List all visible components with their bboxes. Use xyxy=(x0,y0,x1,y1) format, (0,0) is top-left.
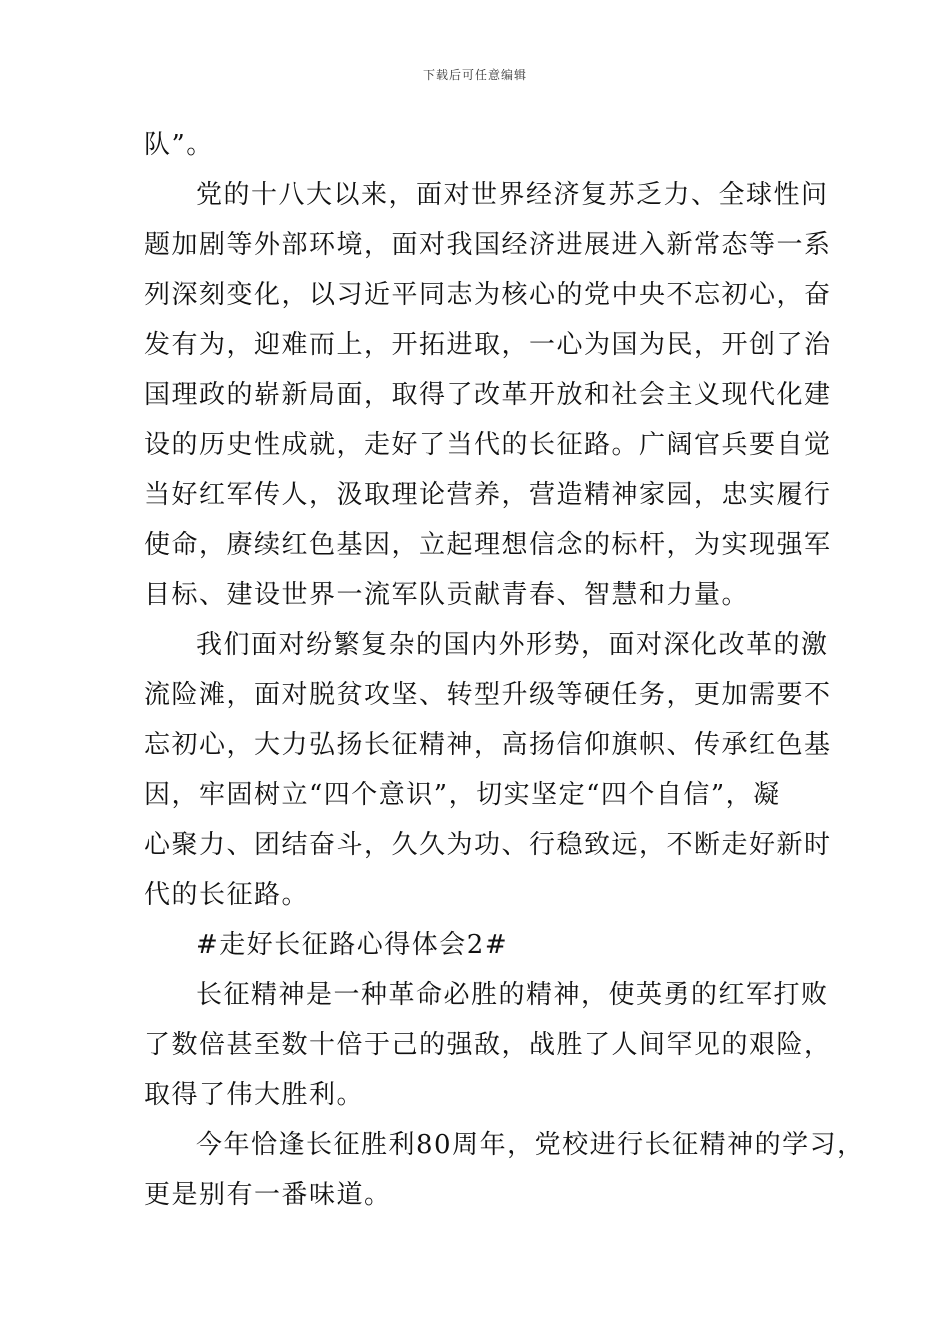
paragraph-start-line: 我们面对纷繁复杂的国内外形势，面对深化改革的激 xyxy=(196,630,829,660)
text-line: 因，牢固树立“四个意识”，切实坚定“四个自信”，凝 xyxy=(144,780,781,810)
paragraph-start-line: 今年恰逢长征胜利80周年，党校进行长征精神的学习， xyxy=(196,1130,865,1160)
text-line: 心聚力、团结奋斗，久久为功、行稳致远，不断走好新时 xyxy=(144,830,832,860)
text-line: 当好红军传人，汲取理论营养，营造精神家园，忠实履行 xyxy=(144,480,832,510)
text-line: 发有为，迎难而上，开拓进取，一心为国为民，开创了治 xyxy=(144,330,832,360)
text-line: 流险滩，面对脱贫攻坚、转型升级等硬任务，更加需要不 xyxy=(144,680,832,710)
text-line: 忘初心，大力弘扬长征精神，高扬信仰旗帜、传承红色基 xyxy=(144,730,832,760)
header-note: 下载后可任意编辑 xyxy=(422,68,527,82)
text-line: 使命，赓续红色基因，立起理想信念的标杆，为实现强军 xyxy=(144,530,832,560)
text-line: 取得了伟大胜利。 xyxy=(144,1080,365,1110)
paragraph-start-line: 长征精神是一种革命必胜的精神，使英勇的红军打败 xyxy=(196,980,829,1010)
text-line: 目标、建设世界一流军队贡献青春、智慧和力量。 xyxy=(144,580,750,610)
text-line: 队”。 xyxy=(144,130,214,160)
text-line: 国理政的崭新局面，取得了改革开放和社会主义现代化建 xyxy=(144,380,832,410)
text-line: 更是别有一番味道。 xyxy=(144,1180,392,1210)
text-line: 了数倍甚至数十倍于己的强敌，战胜了人间罕见的艰险， xyxy=(144,1030,832,1060)
document-body xyxy=(144,120,865,1220)
text-line: 题加剧等外部环境，面对我国经济进展进入新常态等一系 xyxy=(144,230,832,260)
text-line: 列深刻变化，以习近平同志为核心的党中央不忘初心，奋 xyxy=(144,280,832,310)
text-line: 设的历史性成就，走好了当代的长征路。广阔官兵要自觉 xyxy=(144,430,832,460)
paragraph-start-line: 党的十八大以来，面对世界经济复苏乏力、全球性问 xyxy=(196,180,829,210)
section-heading: #走好长征路心得体会2# xyxy=(196,930,509,960)
text-line: 代的长征路。 xyxy=(144,880,310,910)
